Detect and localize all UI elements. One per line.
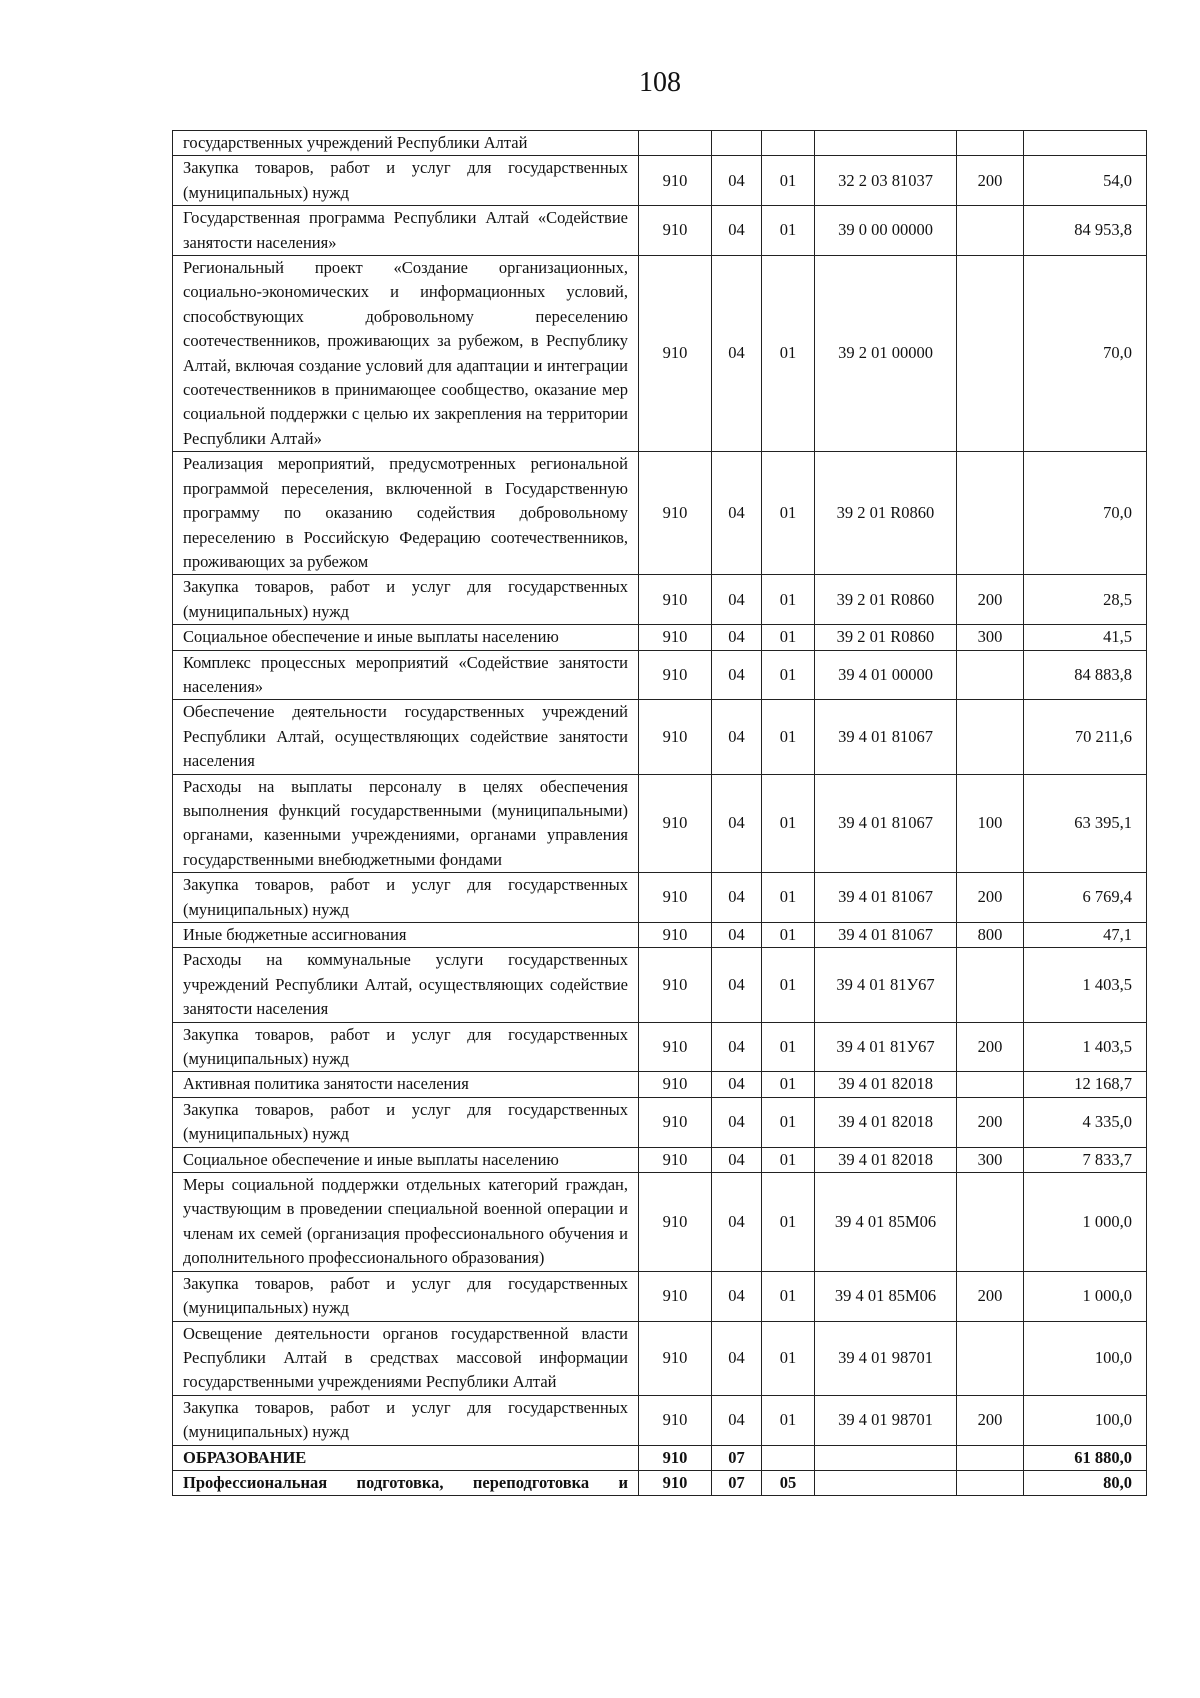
amount-cell: 12 168,7 [1024,1072,1147,1097]
expense-name-cell: Государственная программа Республики Алтай «Содействие занятости населения» [173,206,639,256]
subsection-code-cell: 01 [762,625,815,650]
amount-cell: 54,0 [1024,156,1147,206]
subsection-code-cell: 01 [762,923,815,948]
table-row [173,156,1147,206]
table-row [173,700,1147,774]
section-code-cell: 04 [712,1022,762,1072]
expense-type-cell: 200 [957,1271,1024,1321]
section-code-cell: 04 [712,700,762,774]
table-row [173,923,1147,948]
subsection-code-cell: 01 [762,1022,815,1072]
amount-cell [1024,131,1147,156]
table-row [173,206,1147,256]
amount-cell: 84 883,8 [1024,650,1147,700]
expense-name-cell: Комплекс процессных мероприятий «Содействие занятости населения» [173,650,639,700]
subsection-code-cell: 01 [762,1147,815,1172]
expense-name-cell: ОБРАЗОВАНИЕ [173,1445,639,1470]
expense-name-cell: Расходы на коммунальные услуги государственных учреждений Республики Алтай, осуществляющих содействие занятости населения [173,948,639,1022]
subsection-code-cell: 01 [762,873,815,923]
section-code-cell: 04 [712,1271,762,1321]
expense-name-cell: Социальное обеспечение и иные выплаты населению [173,625,639,650]
expense-name-cell: Закупка товаров, работ и услуг для государственных (муниципальных) нужд [173,873,639,923]
section-code-cell: 04 [712,1097,762,1147]
target-article-cell: 39 4 01 85М06 [815,1271,957,1321]
subsection-code-cell: 01 [762,1173,815,1272]
subsection-code-cell: 01 [762,1321,815,1395]
target-article-cell: 39 4 01 82018 [815,1072,957,1097]
grbs-code-cell: 910 [639,1470,712,1495]
section-code-cell: 04 [712,206,762,256]
section-code-cell: 04 [712,1173,762,1272]
grbs-code-cell: 910 [639,923,712,948]
expense-type-cell: 200 [957,156,1024,206]
section-code-cell: 04 [712,1395,762,1445]
expense-type-cell [957,1072,1024,1097]
subsection-code-cell [762,1445,815,1470]
subsection-code-cell: 05 [762,1470,815,1495]
expense-type-cell: 200 [957,1097,1024,1147]
subsection-code-cell: 01 [762,256,815,452]
expense-type-cell: 200 [957,1395,1024,1445]
section-code-cell: 04 [712,1147,762,1172]
budget-table [172,130,1147,1496]
subsection-code-cell: 01 [762,156,815,206]
expense-type-cell [957,948,1024,1022]
expense-type-cell [957,1445,1024,1470]
amount-cell: 4 335,0 [1024,1097,1147,1147]
target-article-cell: 39 4 01 81067 [815,700,957,774]
subsection-code-cell: 01 [762,1395,815,1445]
amount-cell: 70,0 [1024,452,1147,575]
table-row [173,1395,1147,1445]
subsection-code-cell: 01 [762,948,815,1022]
grbs-code-cell: 910 [639,774,712,873]
expense-name-cell: Социальное обеспечение и иные выплаты населению [173,1147,639,1172]
page-number: 108 [639,67,681,98]
table-row [173,131,1147,156]
amount-cell: 80,0 [1024,1470,1147,1495]
grbs-code-cell: 910 [639,625,712,650]
target-article-cell: 39 4 01 81У67 [815,948,957,1022]
grbs-code-cell: 910 [639,1445,712,1470]
section-code-cell: 04 [712,575,762,625]
subsection-code-cell: 01 [762,1097,815,1147]
table-row [173,948,1147,1022]
target-article-cell: 39 4 01 85М06 [815,1173,957,1272]
grbs-code-cell: 910 [639,206,712,256]
expense-type-cell: 200 [957,575,1024,625]
subsection-code-cell: 01 [762,774,815,873]
table-row [173,650,1147,700]
expense-name-cell: Закупка товаров, работ и услуг для государственных (муниципальных) нужд [173,1022,639,1072]
table-row [173,873,1147,923]
amount-cell: 100,0 [1024,1395,1147,1445]
target-article-cell: 39 4 01 82018 [815,1147,957,1172]
grbs-code-cell: 910 [639,575,712,625]
table-row [173,1097,1147,1147]
expense-type-cell: 800 [957,923,1024,948]
table-row [173,1470,1147,1495]
expense-name-cell: Расходы на выплаты персоналу в целях обеспечения выполнения функций государственными (муниципальными) органами, казенными учреждениями, органами управления государственными внебюджетными фондами [173,774,639,873]
subsection-code-cell: 01 [762,206,815,256]
amount-cell: 6 769,4 [1024,873,1147,923]
expense-type-cell [957,1321,1024,1395]
expense-name-cell: Иные бюджетные ассигнования [173,923,639,948]
table-row [173,1022,1147,1072]
expense-type-cell [957,206,1024,256]
amount-cell: 70,0 [1024,256,1147,452]
target-article-cell [815,131,957,156]
section-code-cell: 04 [712,873,762,923]
section-code-cell: 04 [712,1072,762,1097]
table-row [173,1445,1147,1470]
target-article-cell: 39 4 01 00000 [815,650,957,700]
grbs-code-cell: 910 [639,1395,712,1445]
amount-cell: 28,5 [1024,575,1147,625]
grbs-code-cell: 910 [639,1271,712,1321]
table-row [173,575,1147,625]
amount-cell: 1 403,5 [1024,948,1147,1022]
section-code-cell: 04 [712,774,762,873]
section-code-cell: 04 [712,156,762,206]
expense-name-cell: Закупка товаров, работ и услуг для государственных (муниципальных) нужд [173,1271,639,1321]
grbs-code-cell: 910 [639,1321,712,1395]
expense-name-cell: Закупка товаров, работ и услуг для государственных (муниципальных) нужд [173,575,639,625]
expense-type-cell: 200 [957,1022,1024,1072]
amount-cell: 47,1 [1024,923,1147,948]
grbs-code-cell: 910 [639,452,712,575]
grbs-code-cell: 910 [639,1022,712,1072]
grbs-code-cell: 910 [639,156,712,206]
target-article-cell: 39 0 00 00000 [815,206,957,256]
amount-cell: 41,5 [1024,625,1147,650]
expense-name-cell: государственных учреждений Республики Алтай [173,131,639,156]
expense-name-cell: Активная политика занятости населения [173,1072,639,1097]
target-article-cell: 39 2 01 R0860 [815,575,957,625]
expense-type-cell: 300 [957,625,1024,650]
grbs-code-cell: 910 [639,1072,712,1097]
table-row [173,625,1147,650]
amount-cell: 1 000,0 [1024,1271,1147,1321]
amount-cell: 1 403,5 [1024,1022,1147,1072]
expense-name-cell: Закупка товаров, работ и услуг для государственных (муниципальных) нужд [173,1097,639,1147]
target-article-cell: 39 4 01 81067 [815,774,957,873]
amount-cell: 7 833,7 [1024,1147,1147,1172]
target-article-cell [815,1470,957,1495]
expense-name-cell: Реализация мероприятий, предусмотренных региональной программой переселения, включенной в Государственную программу по оказанию содействия добровольному переселению в Российскую Федерацию соотечественников, проживающих за рубежом [173,452,639,575]
section-code-cell: 04 [712,948,762,1022]
expense-name-cell: Меры социальной поддержки отдельных категорий граждан, участвующим в проведении специальной военной операции и членам их семей (организация профессионального обучения и дополнительного профессионального образования) [173,1173,639,1272]
grbs-code-cell: 910 [639,700,712,774]
expense-type-cell: 200 [957,873,1024,923]
table-row [173,452,1147,575]
target-article-cell: 39 2 01 00000 [815,256,957,452]
expense-type-cell [957,256,1024,452]
target-article-cell: 32 2 03 81037 [815,156,957,206]
expense-type-cell [957,1173,1024,1272]
expense-type-cell: 100 [957,774,1024,873]
subsection-code-cell: 01 [762,575,815,625]
amount-cell: 61 880,0 [1024,1445,1147,1470]
target-article-cell: 39 2 01 R0860 [815,452,957,575]
amount-cell: 1 000,0 [1024,1173,1147,1272]
target-article-cell: 39 4 01 81067 [815,873,957,923]
expense-name-cell: Профессиональная подготовка, переподготовка и [173,1470,639,1495]
amount-cell: 84 953,8 [1024,206,1147,256]
subsection-code-cell [762,131,815,156]
amount-cell: 100,0 [1024,1321,1147,1395]
budget-table-body [173,131,1147,1496]
target-article-cell [815,1445,957,1470]
expense-name-cell: Региональный проект «Создание организационных, социально-экономических и информационных условий, способствующих добровольному переселению соотечественников, проживающих за рубежом, в Республику Алтай, включая создание условий для адаптации и интеграции соотечественников в принимающее сообщество, оказание мер социальной поддержки с целью их закрепления на территории Республики Алтай» [173,256,639,452]
expense-name-cell: Освещение деятельности органов государственной власти Республики Алтай в средствах массовой информации государственными учреждениями Республики Алтай [173,1321,639,1395]
expense-type-cell [957,131,1024,156]
grbs-code-cell: 910 [639,948,712,1022]
target-article-cell: 39 4 01 81У67 [815,1022,957,1072]
grbs-code-cell [639,131,712,156]
section-code-cell: 04 [712,625,762,650]
amount-cell: 70 211,6 [1024,700,1147,774]
section-code-cell: 04 [712,650,762,700]
expense-type-cell [957,452,1024,575]
section-code-cell [712,131,762,156]
target-article-cell: 39 4 01 81067 [815,923,957,948]
grbs-code-cell: 910 [639,650,712,700]
target-article-cell: 39 4 01 98701 [815,1395,957,1445]
target-article-cell: 39 4 01 82018 [815,1097,957,1147]
subsection-code-cell: 01 [762,452,815,575]
table-row [173,1271,1147,1321]
section-code-cell: 07 [712,1445,762,1470]
expense-type-cell [957,1470,1024,1495]
target-article-cell: 39 2 01 R0860 [815,625,957,650]
table-row [173,774,1147,873]
table-row [173,1147,1147,1172]
section-code-cell: 04 [712,256,762,452]
table-row [173,1173,1147,1272]
subsection-code-cell: 01 [762,700,815,774]
section-code-cell: 04 [712,923,762,948]
expense-name-cell: Обеспечение деятельности государственных учреждений Республики Алтай, осуществляющих содействие занятости населения [173,700,639,774]
grbs-code-cell: 910 [639,1173,712,1272]
grbs-code-cell: 910 [639,1147,712,1172]
expense-name-cell: Закупка товаров, работ и услуг для государственных (муниципальных) нужд [173,1395,639,1445]
section-code-cell: 04 [712,1321,762,1395]
amount-cell: 63 395,1 [1024,774,1147,873]
section-code-cell: 07 [712,1470,762,1495]
grbs-code-cell: 910 [639,873,712,923]
subsection-code-cell: 01 [762,1271,815,1321]
subsection-code-cell: 01 [762,1072,815,1097]
target-article-cell: 39 4 01 98701 [815,1321,957,1395]
expense-type-cell [957,700,1024,774]
table-row [173,1072,1147,1097]
expense-type-cell: 300 [957,1147,1024,1172]
expense-name-cell: Закупка товаров, работ и услуг для государственных (муниципальных) нужд [173,156,639,206]
table-row [173,1321,1147,1395]
table-row [173,256,1147,452]
grbs-code-cell: 910 [639,1097,712,1147]
grbs-code-cell: 910 [639,256,712,452]
subsection-code-cell: 01 [762,650,815,700]
section-code-cell: 04 [712,452,762,575]
expense-type-cell [957,650,1024,700]
